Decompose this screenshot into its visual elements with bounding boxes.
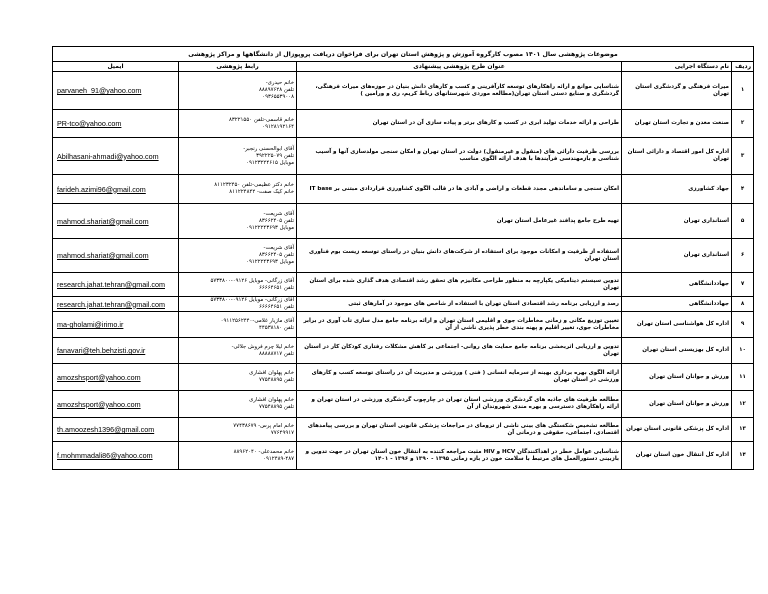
organization-name: اداره کل انتقال خون استان تهران xyxy=(622,442,732,470)
email-link[interactable]: fanavari@teh.behzisti.gov.ir xyxy=(53,338,179,364)
header-topic: عنوان طرح پژوهشی پیشنهادی xyxy=(297,62,622,72)
organization-name: جهاد کشاورزی xyxy=(622,175,732,204)
research-topic: ارائه الگوی بهره برداری بهینه از سرمایه انسانی ( فنی ) ورزشی و مدیریت آن در راستای توسعه کسب و کارهای ورزشی در استان تهران xyxy=(297,364,622,391)
organization-name: اداره کل بهزیستی استان تهران xyxy=(622,338,732,364)
table-row xyxy=(53,364,754,391)
email-link[interactable]: amozshsport@yahoo.com xyxy=(53,391,179,418)
table-title-row xyxy=(53,47,754,62)
table-row xyxy=(53,338,754,364)
table-row xyxy=(53,273,754,297)
organization-name: صنعت معدن و تجارت استان تهران xyxy=(622,110,732,138)
research-topic: شناسایی موانع و ارائه راهکارهای توسعه کارآفرینی و کسب و کارهای دانش بنیان در حوزه‌های میراث فرهنگی، گردشگری و صنایع دستی استان تهران(مطالعه موردی شهرستانهای رباط کریم، ری و ورامین ) xyxy=(297,72,622,110)
contact-info: خانم پهلوان افشاری تلفن ۷۷۵۴۸۸۹۵ xyxy=(179,364,297,391)
research-topic: شناسایی عوامل خطر در اهداکنندگان HCV و HIV مثبت مراجعه کننده به انتقال خون استان تهران در جهت تدوین و بازبینی دستورالعمل های مرتبط با سلامت خون در بازه زمانی ۱۳۹۵ - ۱۳۹۰ و ۱۳۹۶ - ۱۴۰۱ xyxy=(297,442,622,470)
research-topic: رصد و ارزیابی برنامه رشد اقتصادی استان تهران با استفاده از شاخص های موجود در آمارهای ثبتی xyxy=(297,297,622,312)
row-number: ۷ xyxy=(732,273,754,297)
row-number: ۸ xyxy=(732,297,754,312)
organization-name: جهاددانشگاهی xyxy=(622,273,732,297)
contact-info: آقای زرگانی- موبایل ۰۹۱۲۶-۵۷۳۳۸۰۰ تلفن ۶۶۶۶۴۶۵۱ xyxy=(179,273,297,297)
organization-name: استانداری تهران xyxy=(622,204,732,239)
organization-name: جهاددانشگاهی xyxy=(622,297,732,312)
header-org: نام دستگاه اجرایی xyxy=(622,62,732,72)
research-topic: تدوین سیستم دینامیکی یکپارچه به منظور طراحی مکانیزم های تحقق رشد اقتصادی هدف گذاری شده برای استان تهران xyxy=(297,273,622,297)
email-link[interactable]: mahmod.shariat@gmail.com xyxy=(53,239,179,273)
organization-name: اداره کل امور اقتصاد و دارائی استان تهران xyxy=(622,138,732,175)
contact-info: خانم محمدعلی- ۸۸۹۶۲۰۴۰ ۰۹۱۲۴۸۹-۴۸۷ xyxy=(179,442,297,470)
row-number: ۱ xyxy=(732,72,754,110)
contact-info: خانم امام پرس- ۷۷۴۳۸۶۷۹ ۷۷۶۴۹۹۱۷ xyxy=(179,418,297,442)
research-topic: مطالعه ظرفیت های جاذبه های گردشگری ورزشی استان تهران در چارچوب گردشگری ورزشی در استان تهران و ارائه راهکارهای دسترسی و بهره مندی شهروندان از آن xyxy=(297,391,622,418)
organization-name: ورزش و جوانان استان تهران xyxy=(622,364,732,391)
email-link[interactable]: research.jahat.tehran@gmail.com xyxy=(53,273,179,297)
table-row xyxy=(53,204,754,239)
row-number: ۱۰ xyxy=(732,338,754,364)
table-row xyxy=(53,138,754,175)
research-topic: مطالعه تشخیص شکستگی های بینی ناشی از ترومای در مراجعات پزشکی قانونی استان تهران و بررسی پیامدهای اقتصادی، اجتماعی، حقوقی و درمانی آن xyxy=(297,418,622,442)
table-row xyxy=(53,175,754,204)
research-topic: طراحی و ارائه خدمات تولید ابری در کسب و کارهای برتر و پیاده سازی آن در استان تهران xyxy=(297,110,622,138)
research-topic: امکان سنجی و ساماندهی مجدد قطعات و اراضی و آبادی ها در قالب الگوی کشاورزی قراردادی مبتنی بر IT base xyxy=(297,175,622,204)
contact-info: آقای زرگانی- موبایل ۰۹۱۲۶-۵۷۳۳۸۰۰ تلفن ۶۶۶۶۴۶۵۱ xyxy=(179,297,297,312)
header-email: ایمیل xyxy=(53,62,179,72)
organization-name: میراث فرهنگی و گردشگری استان تهران xyxy=(622,72,732,110)
contact-info: آقای مازیار غلامی-۰۹۱۱۲۵۶۲۴۴۰ تلفن ۴۴۵۳۸۱۸۰ xyxy=(179,312,297,338)
contact-info: آقای ابوالحسنی رنجبر- تلفن ۳۹۲۲۲۵۰۷۹ موبایل ۰۹۱۲۳۲۲۴۶۱۵ xyxy=(179,138,297,175)
table-row xyxy=(53,442,754,470)
row-number: ۹ xyxy=(732,312,754,338)
email-link[interactable]: ma-gholami@irimo.ir xyxy=(53,312,179,338)
organization-name: اداره کل پزشکی قانونی استان تهران xyxy=(622,418,732,442)
email-link[interactable]: farideh.azimi96@gmail.com xyxy=(53,175,179,204)
research-topics-table xyxy=(52,46,754,470)
contact-info: خانم دکتر عظیمی-تلفن ۸۱۱۲۳۲۴۵۰ خانم کیک صفت- ۸۱۱۲۲۴۸۴۲ xyxy=(179,175,297,204)
row-number: ۱۱ xyxy=(732,364,754,391)
document-sheet xyxy=(52,46,753,470)
contact-info: خانم لیلا چرم فروش جلالی- تلفن ۸۸۸۸۸۷۱۷ xyxy=(179,338,297,364)
email-link[interactable]: research.jahat.tehran@gmail.com xyxy=(53,297,179,312)
contact-info: آقای شریعت- تلفن ۸۳۶۶۲۴۰۵ موبایل ۰۹۱۲۲۲۴۳۶۹۳ xyxy=(179,204,297,239)
contact-info: آقای شریعت- تلفن ۸۳۶۶۲۴۰۵ موبایل ۰۹۱۲۲۲۴۳۶۹۳ xyxy=(179,239,297,273)
row-number: ۴ xyxy=(732,175,754,204)
table-body xyxy=(53,72,754,470)
email-link[interactable]: Abilhasani-ahmadi@yahoo.com xyxy=(53,138,179,175)
row-number: ۵ xyxy=(732,204,754,239)
email-link[interactable]: parvaneh_91@yahoo.com xyxy=(53,72,179,110)
table-row xyxy=(53,418,754,442)
research-topic: تهیه طرح جامع پدافند غیرعامل استان تهران xyxy=(297,204,622,239)
table-row xyxy=(53,110,754,138)
row-number: ۱۴ xyxy=(732,442,754,470)
header-num: ردیف xyxy=(732,62,754,72)
research-topic: تعیین توزیع مکانی و زمانی مخاطرات جوی و اقلیمی استان تهران و ارائه برنامه جامع مدل سازی تاب آوری در برابر مخاطرات جوی، تغییر اقلیم و پهنه بندی خطر پذیری ناشی از آن xyxy=(297,312,622,338)
row-number: ۲ xyxy=(732,110,754,138)
row-number: ۶ xyxy=(732,239,754,273)
email-link[interactable]: mahmod.shariat@gmail.com xyxy=(53,204,179,239)
header-contact: رابط پژوهشی xyxy=(179,62,297,72)
research-topic: تدوین و ارزیابی اثربخشی برنامه جامع حمایت های روانی- اجتماعی بر کاهش مشکلات رفتاری کودکان کار در استان تهران xyxy=(297,338,622,364)
email-link[interactable]: PR-tco@yahoo.com xyxy=(53,110,179,138)
table-row xyxy=(53,239,754,273)
research-topic: استفاده از ظرفیت و امکانات موجود برای استفاده از شرکت‌های دانش بنیان در راستای توسعه زیست بوم فناوری استان تهران xyxy=(297,239,622,273)
organization-name: استانداری تهران xyxy=(622,239,732,273)
email-link[interactable]: amozshsport@yahoo.com xyxy=(53,364,179,391)
contact-info: خانم پهلوان افشاری تلفن ۷۷۵۴۸۸۹۵ xyxy=(179,391,297,418)
table-row xyxy=(53,312,754,338)
research-topic: بررسی ظرفیت دارائی های (منقول و غیرمنقول) دولت در استان تهران و امکان سنجی مولدسازی آنها و آسیب شناسی و بازمهندسی فرآیندها با هدف ارائه الگوی مناسب xyxy=(297,138,622,175)
row-number: ۱۳ xyxy=(732,418,754,442)
organization-name: اداره کل هواشناسی استان تهران xyxy=(622,312,732,338)
header-row xyxy=(53,62,754,72)
table-row xyxy=(53,297,754,312)
table-row xyxy=(53,72,754,110)
contact-info: خانم حیدری- تلفن ۸۸۸۹۷۶۲۸ ۰۹۳۶۵۵۳۹۰۰۸ xyxy=(179,72,297,110)
contact-info: خانم قاسمی-تلفن ۸۳۲۲۱۵۵۰ ۰۹۱۲۸۱۹۲۱۶۴ xyxy=(179,110,297,138)
email-link[interactable]: f.mohmmadali86@yahoo.com xyxy=(53,442,179,470)
organization-name: ورزش و جوانان استان تهران xyxy=(622,391,732,418)
table-row xyxy=(53,391,754,418)
table-title: موضوعات پژوهشی سال ۱۴۰۱ مصوب کارگروه آموزش و پژوهش استان تهران برای فراخوان دریافت پروپوزال از دانشگاهها و مراکز پژوهشی xyxy=(53,47,754,62)
row-number: ۳ xyxy=(732,138,754,175)
row-number: ۱۲ xyxy=(732,391,754,418)
email-link[interactable]: th.amoozesh1396@gmail.com xyxy=(53,418,179,442)
